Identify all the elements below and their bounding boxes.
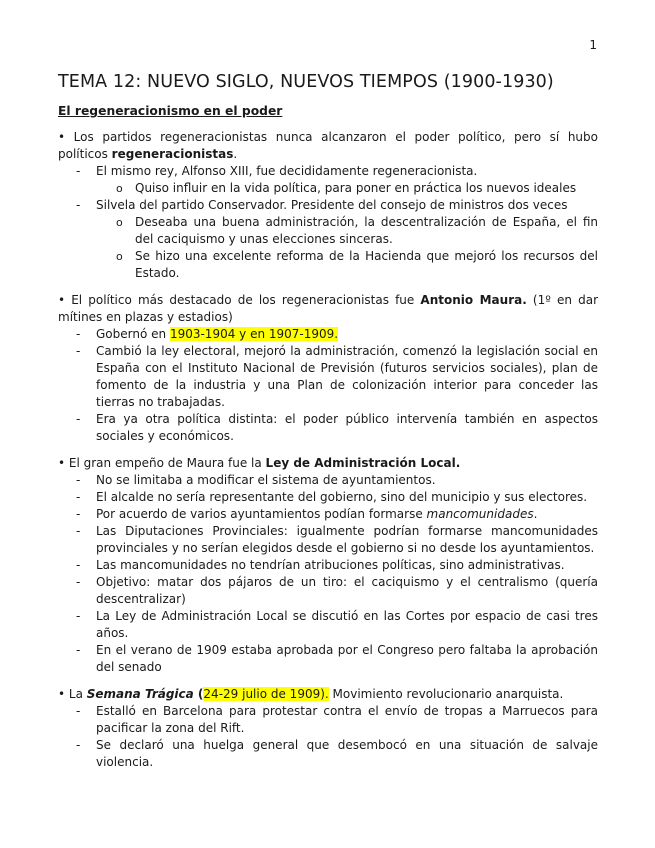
list-item — [96, 197, 598, 282]
intro-bold: regeneracionistas — [111, 147, 234, 161]
section-intro — [58, 686, 598, 703]
document-title: TEMA 12: NUEVO SIGLO, NUEVOS TIEMPOS (1900-1930) — [58, 72, 554, 92]
document-body — [58, 74, 598, 781]
list-item — [96, 506, 598, 523]
section-ley-administracion — [58, 455, 598, 676]
section-regeneracionistas — [58, 129, 598, 282]
item-text: El mismo rey, Alfonso XIII, fue decididamente regeneracionista. — [96, 164, 478, 178]
list-item: - No se limitaba a modificar el sistema de ayuntamientos. — [96, 472, 598, 489]
dash-list — [58, 326, 598, 445]
section-intro — [58, 129, 598, 163]
sub-list-item: o Se hizo una excelente reforma de la Hacienda que mejoró los recursos del Estado. — [135, 248, 598, 282]
sub-list — [96, 214, 598, 282]
intro-text: • El gran empeño de Maura fue la — [58, 456, 266, 470]
list-item: - El alcalde no sería representante del gobierno, sino del municipio y sus electores. — [96, 489, 598, 506]
section-maura — [58, 292, 598, 445]
list-item: - Las mancomunidades no tendrían atribuciones políticas, sino administrativas. — [96, 557, 598, 574]
intro-paren: ( — [193, 687, 204, 701]
list-item: - Se declaró una huelga general que desembocó en una situación de salvaje violencia. — [96, 737, 598, 771]
intro-bold: Antonio Maura. — [420, 293, 527, 307]
intro-italic: Semana Trágica — [86, 687, 194, 701]
list-item — [96, 163, 598, 197]
intro-end: . — [233, 147, 238, 161]
dash-list — [58, 163, 598, 282]
highlight-text: 1903-1904 y en 1907-1909. — [169, 327, 339, 341]
section-intro — [58, 292, 598, 326]
list-item: - La Ley de Administración Local se discutió en las Cortes por espacio de casi tres años. — [96, 608, 598, 642]
list-item — [96, 326, 598, 343]
page-number: 1 — [589, 38, 597, 52]
list-item: - En el verano de 1909 estaba aprobada por el Congreso pero faltaba la aprobación del senado — [96, 642, 598, 676]
list-item: - Era ya otra política distinta: el poder público intervenía también en aspectos sociales y económicos. — [96, 411, 598, 445]
intro-end: (1º en dar mítines en plazas y estadios) — [58, 293, 598, 324]
section-heading: El regeneracionismo en el poder — [58, 104, 283, 118]
intro-bold: Ley de Administración Local. — [265, 456, 461, 470]
highlight-text: 24-29 julio de 1909). — [203, 687, 329, 701]
list-item: - Cambió la ley electoral, mejoró la administración, comenzó la legislación social en España con el Instituto Nacional de Previsión (futuros servicios sociales), plan de fomento de la industria y una Plan de colonización interior para conceder las tierras no trabajadas. — [96, 343, 598, 411]
list-item: - Estalló en Barcelona para protestar contra el envío de tropas a Marruecos para pacificar la zona del Rift. — [96, 703, 598, 737]
sub-list — [96, 180, 598, 197]
item-end: . — [533, 507, 538, 521]
list-item: - Objetivo: matar dos pájaros de un tiro: el caciquismo y el centralismo (quería descentralizar) — [96, 574, 598, 608]
sub-list-item: o Quiso influir en la vida política, para poner en práctica los nuevos ideales — [135, 180, 598, 197]
item-text: Silvela del partido Conservador. Presidente del consejo de ministros dos veces — [96, 198, 568, 212]
item-italic: mancomunidades — [426, 507, 534, 521]
intro-text: • La — [58, 687, 87, 701]
intro-text: • Los partidos regeneracionistas nunca alcanzaron el poder político, pero sí hubo políticos — [58, 130, 598, 161]
item-text: Gobernó en — [96, 327, 170, 341]
intro-text: • El político más destacado de los regeneracionistas fue — [58, 293, 421, 307]
section-semana-tragica — [58, 686, 598, 771]
section-intro — [58, 455, 598, 472]
intro-end: Movimiento revolucionario anarquista. — [328, 687, 564, 701]
dash-list — [58, 703, 598, 771]
item-text: Por acuerdo de varios ayuntamientos podían formarse — [96, 507, 427, 521]
dash-list — [58, 472, 598, 676]
intro-bold-italic — [87, 687, 194, 701]
sub-list-item: o Deseaba una buena administración, la descentralización de España, el fin del caciquismo y unas elecciones sinceras. — [135, 214, 598, 248]
list-item: - Las Diputaciones Provinciales: igualmente podrían formarse mancomunidades provinciales y no serían elegidos desde el gobierno si no desde los ayuntamientos. — [96, 523, 598, 557]
